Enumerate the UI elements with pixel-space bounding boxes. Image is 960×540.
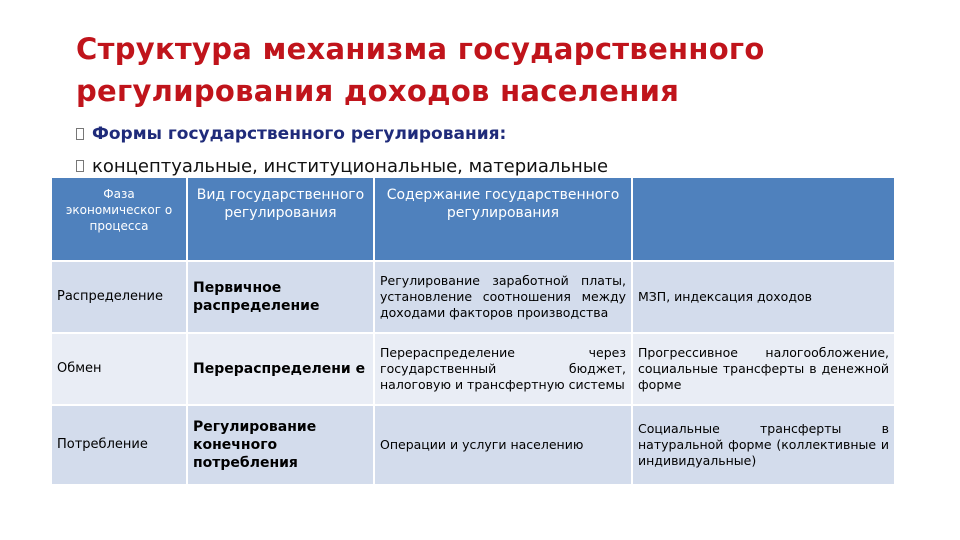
cell-measures: Прогрессивное налогообложение, социальные трансферты в денежной форме	[632, 333, 895, 405]
regulation-table	[50, 176, 896, 486]
header-type: Вид государственного регулирования	[187, 177, 374, 261]
bullet-marker-icon	[76, 128, 84, 140]
bullet-marker-icon	[76, 160, 84, 172]
cell-phase: Обмен	[51, 333, 187, 405]
cell-type: Первичное распределение	[187, 261, 374, 333]
cell-content: Регулирование заработной платы, установление соотношения между доходами факторов производства	[374, 261, 632, 333]
cell-type: Регулирование конечного потребления	[187, 405, 374, 485]
bullet-text: Формы государственного регулирования:	[92, 124, 507, 144]
cell-measures: МЗП, индексация доходов	[632, 261, 895, 333]
header-phase: Фаза экономическог о процесса	[51, 177, 187, 261]
cell-content: Перераспределение через государственный бюджет, налоговую и трансфертную системы	[374, 333, 632, 405]
bullet-text: концептуальные, институциональные, материальные	[92, 155, 609, 177]
bullet-item	[76, 118, 936, 150]
table-row	[51, 261, 895, 333]
cell-content: Операции и услуги населению	[374, 405, 632, 485]
table-header-row	[51, 177, 895, 261]
cell-phase: Потребление	[51, 405, 187, 485]
header-measures	[632, 177, 895, 261]
cell-type: Перераспределени е	[187, 333, 374, 405]
header-content: Содержание государственного регулирования	[374, 177, 632, 261]
table-row	[51, 333, 895, 405]
cell-measures: Социальные трансферты в натуральной форме (коллективные и индивидуальные)	[632, 405, 895, 485]
table-row	[51, 405, 895, 485]
page-title: Структура механизма государственного регулирования доходов населения	[76, 32, 765, 108]
cell-phase: Распределение	[51, 261, 187, 333]
bullet-list	[76, 118, 936, 182]
